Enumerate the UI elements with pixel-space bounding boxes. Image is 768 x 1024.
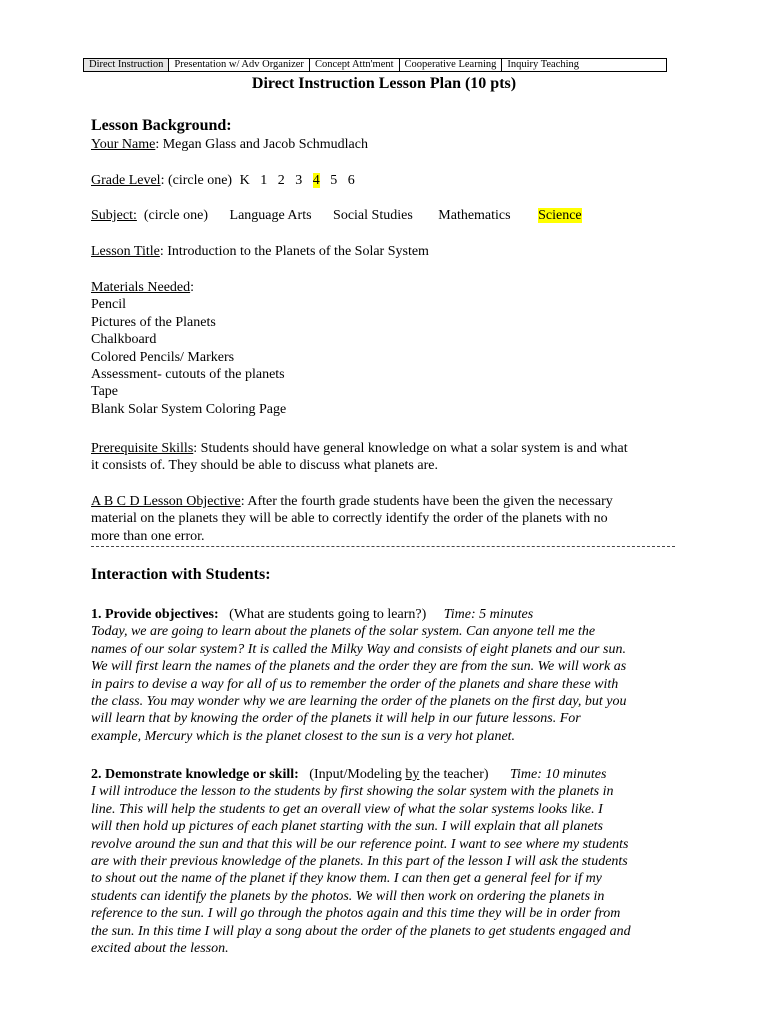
- subject-social-studies: Social Studies: [333, 208, 413, 223]
- grade-level-prefix: : (circle one): [160, 173, 233, 188]
- step-2-time: Time: 10 minutes: [510, 767, 607, 782]
- prerequisite-text: it consists of. They should be able to discuss what planets are.: [91, 458, 438, 474]
- teaching-model-table: [83, 58, 667, 72]
- grade-level-label: Grade Level: [91, 173, 161, 188]
- step-1-text: Today, we are going to learn about the planets of the solar system. Can anyone tell me the: [91, 624, 596, 640]
- grade-k: K: [239, 173, 250, 188]
- material-item: Colored Pencils/ Markers: [91, 349, 235, 365]
- subject-label: Subject:: [91, 208, 137, 223]
- grade-2: 2: [277, 173, 285, 188]
- step-1-text: We will first learn the names of the planets and the order they are from the sun. We will work as: [91, 659, 627, 675]
- lesson-background-heading: Lesson Background:: [91, 117, 232, 134]
- step-1-section: [91, 606, 691, 745]
- material-item: Tape: [91, 384, 119, 400]
- step-2-text: the sun. In this time I will play a song about the order of the planets to get students engaged and: [91, 923, 631, 939]
- subject-science-selected: Science: [538, 208, 582, 223]
- objective-section: [91, 493, 691, 545]
- tab-cooperative-learning: Cooperative Learning: [400, 59, 503, 71]
- step-1-text: the class. You may wonder why we are learning the order of the planets on the first day, but you: [91, 694, 627, 710]
- step-2-text: to shout out the name of the planet if they know them. I can then get a general feel for if my: [91, 871, 602, 887]
- material-item: Chalkboard: [91, 332, 157, 348]
- objective-label: A B C D Lesson Objective: [91, 494, 241, 509]
- step-2-sub-a: (Input/Modeling: [309, 767, 406, 782]
- grade-3: 3: [295, 173, 303, 188]
- your-name-label: Your Name: [91, 137, 156, 152]
- page-title: Direct Instruction Lesson Plan (10 pts): [251, 75, 517, 92]
- tab-inquiry-teaching: Inquiry Teaching: [507, 59, 580, 70]
- material-item: Assessment- cutouts of the planets: [91, 367, 285, 383]
- step-2-heading: 2. Demonstrate knowledge or skill:: [91, 767, 299, 782]
- step-1-text: names of our solar system? It is called the Milky Way and consists of eight planets and our sun.: [91, 641, 626, 657]
- interaction-heading: Interaction with Students:: [91, 566, 271, 583]
- subject-mathematics: Mathematics: [438, 208, 511, 223]
- section-divider: [91, 546, 675, 547]
- step-2-sub-by: by: [405, 767, 420, 782]
- step-1-text: in pairs to devise a way for all of us to remember the order of the planets and share these with: [91, 676, 619, 692]
- grade-6: 6: [347, 173, 355, 188]
- step-2-text: line. This will help the students to get an overall view of what the solar systems looks like. I: [91, 801, 603, 817]
- objective-text: material on the planets they will be able to correctly identify the order of the planets with no: [91, 511, 608, 527]
- step-1-text: example, Mercury which is the planet closest to the sun is a very hot planet.: [91, 728, 516, 744]
- prerequisite-section: [91, 440, 691, 475]
- step-1-sub: (What are students going to learn?): [229, 607, 427, 622]
- step-2-text: reference to the sun. I will go through the photos again and this time they will be in order from: [91, 906, 621, 922]
- prerequisite-label: Prerequisite Skills: [91, 441, 194, 456]
- subject-line: [91, 207, 691, 224]
- prerequisite-text: : Students should have general knowledge on what a solar system is and what: [193, 441, 628, 456]
- grade-level-line: [91, 172, 691, 189]
- material-item: Blank Solar System Coloring Page: [91, 401, 287, 417]
- step-2-sub-b: the teacher): [419, 767, 489, 782]
- step-2-text: revolve around the sun and that this will be our reference point. I want to see where my students: [91, 836, 629, 852]
- lesson-title-line: [91, 243, 691, 260]
- tab-presentation: Presentation w/ Adv Organizer: [169, 59, 310, 71]
- step-2-section: [91, 766, 691, 957]
- materials-section: Materials Needed: Pencil Pictures of the Planets Chalkboard Colored Pencils/ Markers Assessment- cutouts of the planets Tape Blank Solar System Coloring Page: [91, 279, 691, 418]
- step-1-text: will learn that by knowing the order of the planets it will help in our future lessons. For: [91, 711, 581, 727]
- step-1-heading: 1. Provide objectives:: [91, 607, 219, 622]
- grade-4-selected: 4: [312, 173, 320, 188]
- step-1-time: Time: 5 minutes: [443, 607, 534, 622]
- objective-text: : After the fourth grade students have been the given the necessary: [240, 494, 613, 509]
- subject-language-arts: Language Arts: [229, 208, 312, 223]
- your-name-line: [91, 136, 691, 153]
- grade-1: 1: [260, 173, 268, 188]
- lesson-title-value: : Introduction to the Planets of the Solar System: [159, 244, 429, 259]
- tab-direct-instruction: Direct Instruction: [84, 59, 169, 71]
- objective-text: more than one error.: [91, 528, 205, 544]
- your-name-value: : Megan Glass and Jacob Schmudlach: [155, 137, 368, 152]
- tab-concept-attainment: Concept Attn'ment: [310, 59, 400, 71]
- step-2-text: are with their previous knowledge of the planets. In this part of the lesson I will ask the students: [91, 854, 628, 870]
- grade-5: 5: [330, 173, 338, 188]
- lesson-title-label: Lesson Title: [91, 244, 160, 259]
- material-item: Pictures of the Planets: [91, 314, 216, 330]
- step-2-text: excited about the lesson.: [91, 941, 229, 957]
- subject-prefix: (circle one): [143, 208, 209, 223]
- step-2-text: students can identify the planets by the photos. We will then work on ordering the planets in: [91, 888, 605, 904]
- step-2-text: will then hold up pictures of each planet starting with the sun. I will explain that all planets: [91, 819, 604, 835]
- material-item: Pencil: [91, 297, 126, 313]
- materials-label: Materials Needed: [91, 280, 191, 295]
- step-2-text: I will introduce the lesson to the students by first showing the solar system with the planets in: [91, 784, 614, 800]
